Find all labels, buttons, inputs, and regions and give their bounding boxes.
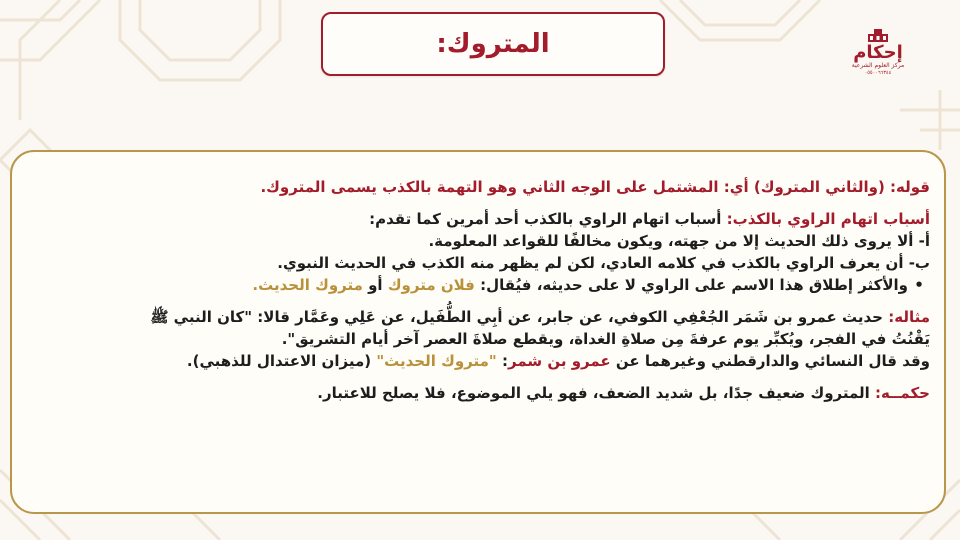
intro-label: قوله: — [884, 178, 930, 196]
example-label: مثاله: — [883, 308, 930, 326]
example-line3-pre: وقد قال النسائي والدارقطني وغيرهما عن — [610, 352, 930, 370]
bullet-icon: • — [914, 276, 924, 294]
example-line-2: يَقْنُتُ في الفجر، ويُكبِّر يوم عرفةَ مِن صلاةِ الغداة، ويقطع صلاةَ العصر آخر أيام التشريق". — [281, 330, 930, 348]
ruling-line — [30, 382, 930, 404]
page-title: المتروك: — [436, 29, 550, 59]
example-text-1: حديث عمرو بن شَمَر الجُعْفِي الكوفي، عن جابر، عن أبِي الطُّفَيل، عن عَلِي وعَمَّار قالا: "كان النبي ﷺ — [150, 308, 883, 326]
example-line3-colon: : — [496, 352, 508, 370]
example-line3-post: (ميزان الاعتدال للذهبي). — [186, 352, 377, 370]
cause-item-b: ب- أن يعرف الراوي بالكذب في كلامه العادي، لكن لم يظهر منه الكذب في الحديث النبوي. — [277, 254, 930, 272]
example-verdict-quote: "متروك الحديث" — [376, 352, 497, 370]
bullet-term-2: متروك الحديث — [258, 276, 363, 294]
logo-emblem-icon — [865, 28, 891, 42]
logo-wordmark: إحكام — [853, 42, 903, 63]
causes-intro: أسباب اتهام الراوي بالكذب أحد أمرين كما تقدم: — [369, 210, 722, 228]
bullet-text: والأكثر إطلاق هذا الاسم على الراوي لا على حديثه، فيُقال: — [474, 276, 908, 294]
example-line-1 — [30, 306, 930, 328]
bullet-line — [30, 274, 930, 296]
example-narrator-name: عمرو بن شمر — [507, 352, 611, 370]
intro-line — [30, 176, 930, 198]
title-box — [321, 12, 665, 76]
intro-quote: (والثاني المتروك) أي: — [718, 178, 885, 196]
ruling-text: المتروك ضعيف جدًا، بل شديد الضعف، فهو يلي الموضوع، فلا يصلح للاعتبار. — [317, 384, 870, 402]
logo — [842, 28, 914, 96]
bullet-end: . — [252, 276, 259, 294]
example-line-3 — [30, 350, 930, 372]
cause-item-a: أ- ألا يروى ذلك الحديث إلا من جهته، ويكون مخالفًا للقواعد المعلومة. — [428, 232, 930, 250]
logo-phone: ٠٥٥٠٠٦٦٣٤٤ — [864, 70, 892, 76]
logo-subtitle: مركز العلوم الشرعية — [851, 62, 905, 69]
bullet-term-1: فلان متروك — [387, 276, 475, 294]
content-body — [30, 176, 930, 404]
ruling-label: حكمــه: — [869, 384, 930, 402]
intro-text: المشتمل على الوجه الثاني وهو التهمة بالكذب يسمى المتروك. — [260, 178, 719, 196]
causes-heading-line — [30, 208, 930, 230]
bullet-connector: أو — [362, 276, 388, 294]
content-box — [10, 150, 946, 514]
causes-heading: أسباب اتهام الراوي بالكذب: — [721, 210, 930, 228]
